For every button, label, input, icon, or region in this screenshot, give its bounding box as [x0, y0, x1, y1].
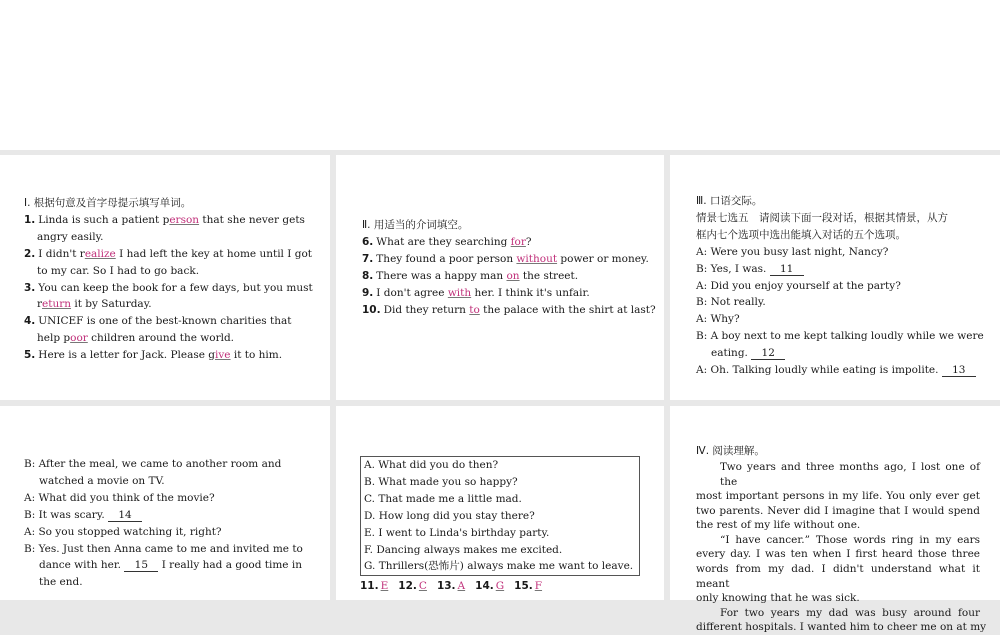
section2-item: [362, 251, 649, 268]
blank-number: 12: [751, 347, 785, 360]
dialogue-continued: [24, 456, 306, 591]
item-number: 1.: [24, 213, 36, 226]
answer-text: E: [380, 580, 389, 593]
section4-heading: Ⅳ. 阅读理解。: [696, 445, 765, 457]
option-item: C. That made me a little mad.: [364, 492, 522, 505]
answer-text: F: [534, 580, 543, 593]
passage-line: only knowing that he was sick.: [696, 592, 860, 605]
blank-number: 14: [108, 509, 142, 522]
dialogue-text: A: Were you busy last night, Nancy?: [696, 245, 889, 258]
answer-text: for: [510, 235, 526, 248]
item-text: UNICEF is one of the best-known charities that: [38, 315, 292, 328]
options-panel: [336, 406, 664, 600]
dialogue-text: B: It was scary.: [24, 508, 109, 521]
dialogue-text: A: Oh. Talking loudly while eating is impolite.: [696, 364, 942, 377]
answer-item: [514, 580, 542, 592]
item-number: 10.: [362, 303, 381, 316]
section1-item-line: [24, 330, 306, 347]
answer-text: A: [457, 580, 466, 593]
section2-item: [362, 302, 656, 319]
answer-text: eturn: [42, 298, 72, 311]
section3-instructions-line1: 情景七选五 请阅读下面一段对话，根据其情景，从方: [696, 211, 948, 224]
item-number: 3.: [24, 281, 36, 294]
item-text: There was a happy man: [376, 269, 507, 282]
section4-panel: [670, 406, 1000, 634]
answer-item: [360, 580, 388, 592]
dialogue-text: A: So you stopped watching it, right?: [24, 525, 222, 538]
section2-items: [362, 234, 656, 319]
item-text: Here is a letter for Jack. Please g: [38, 349, 216, 362]
blank-number: 11: [770, 263, 804, 276]
answer-number: 12.: [398, 580, 417, 593]
dialogue-line: [24, 507, 306, 524]
item-number: 7.: [362, 252, 374, 265]
item-text: ?: [525, 235, 532, 248]
section3-panel: [670, 155, 1000, 400]
dialogue-line: [24, 557, 306, 574]
item-text: Linda is such a patient p: [38, 213, 170, 226]
dialogue-line: [696, 261, 980, 278]
item-number: 4.: [24, 315, 36, 328]
passage-line: different hospitals. I wanted him to cheer me on at my: [696, 621, 987, 634]
dialogue-text: I really had a good time in: [158, 559, 302, 572]
item-text: it to him.: [230, 349, 283, 362]
passage-line: For two years my dad was busy around four: [720, 606, 980, 619]
item-text: the street.: [519, 269, 579, 282]
item-number: 9.: [362, 286, 374, 299]
section1-item-line: [24, 347, 306, 364]
item-text: power or money.: [557, 252, 649, 265]
passage-line: most important persons in my life. You only ever get: [696, 490, 980, 503]
answer-text: erson: [169, 213, 200, 226]
item-text: What are they searching: [376, 235, 511, 248]
item-text: help p: [37, 332, 71, 345]
blank-number: 15: [124, 559, 158, 572]
passage-line: every day. I was ten when I first heard those three: [696, 548, 980, 561]
item-text: I had left the key at home until I got: [115, 247, 313, 260]
dialogue-line: [24, 574, 306, 591]
dialogue-line: [24, 541, 306, 558]
item-text: it by Saturday.: [71, 298, 152, 311]
item-text: her. I think it's unfair.: [471, 286, 590, 299]
section2-heading: Ⅱ. 用适当的介词填空。: [362, 219, 469, 231]
section1-item-line: [24, 263, 306, 280]
passage-line: words from my dad. I didn't understand what it meant: [696, 563, 980, 590]
answer-item: [475, 580, 504, 592]
dialogue-line: [696, 328, 984, 345]
options-box: [360, 456, 640, 576]
answer-text: C: [418, 580, 427, 593]
answer-text: with: [447, 286, 472, 299]
section1-item-line: [24, 229, 306, 246]
answer-item: [398, 580, 427, 592]
answer-number: 13.: [436, 580, 456, 593]
dialogue-text: watched a movie on TV.: [39, 474, 165, 487]
section3-heading: Ⅲ. 口语交际。: [696, 195, 763, 207]
section1-item-line: [24, 313, 306, 330]
section3-instructions-line2: 框内七个选项中选出能填入对话的五个选项。: [696, 228, 906, 241]
answer-text: ealize: [84, 247, 116, 260]
dialogue-line: [696, 278, 980, 295]
item-text: the palace with the shirt at last?: [479, 303, 656, 316]
dialogue-line: [24, 524, 306, 541]
section1-item-line: [24, 280, 313, 297]
passage-line: the rest of my life without one.: [696, 519, 861, 532]
dialogue: [696, 244, 984, 379]
answer-row: [360, 578, 646, 594]
dialogue-line: [24, 473, 306, 490]
dialogue-text: B: Yes. Just then Anna came to me and invited me to: [24, 542, 303, 555]
dialogue-text: A: What did you think of the movie?: [24, 491, 215, 504]
dialogue-line: [24, 490, 306, 507]
item-text: to my car. So I had to go back.: [37, 264, 200, 277]
passage-line: Two years and three months ago, I lost one of the: [720, 460, 980, 488]
answer-text: without: [516, 252, 558, 265]
section2-panel: [336, 155, 664, 400]
answer-text: on: [506, 269, 520, 282]
answer-number: 15.: [514, 580, 533, 593]
dialogue-line: [696, 345, 980, 362]
dialogue-line: [696, 244, 980, 261]
dialogue-text: dance with her.: [39, 559, 125, 572]
item-text: that she never gets: [199, 213, 305, 226]
option-item: D. How long did you stay there?: [364, 509, 535, 522]
item-text: children around the world.: [87, 332, 235, 345]
section1-item-line: [24, 296, 306, 313]
top-blank-area: [0, 0, 1000, 150]
dialogue-text: B: After the meal, we came to another room and: [24, 458, 282, 470]
answer-number: 11.: [360, 580, 379, 593]
item-number: 2.: [24, 247, 36, 260]
answer-text: oor: [70, 332, 88, 345]
item-text: You can keep the book for a few days, but you must: [38, 281, 313, 294]
dialogue-text: A: Why?: [696, 313, 740, 326]
option-item: F. Dancing always makes me excited.: [364, 543, 563, 556]
section1-items: [24, 212, 313, 364]
dialogue-text: B: Not really.: [696, 296, 766, 309]
item-text: I don't agree: [376, 286, 448, 299]
passage-line: “I have cancer.” Those words ring in my ears: [720, 533, 980, 546]
passage-line: two parents. Never did I imagine that I would spend: [696, 504, 980, 517]
section2-item: [362, 234, 646, 251]
option-item: E. I went to Linda's birthday party.: [364, 526, 550, 539]
dialogue-text: eating.: [711, 347, 752, 360]
dialogue-line: [696, 294, 980, 311]
item-text: angry easily.: [37, 230, 104, 243]
dialogue-line: [696, 311, 980, 328]
section1-heading: Ⅰ. 根据句意及首字母提示填写单词。: [24, 197, 192, 209]
answer-text: to: [469, 303, 480, 316]
answer-item: [437, 580, 465, 592]
answer-text: ive: [215, 349, 231, 362]
answer-text: G: [495, 580, 505, 593]
section1-item-line: [24, 212, 306, 229]
option-item: G. Thrillers(恐怖片) always make me want to leave.: [364, 560, 634, 573]
item-number: 8.: [362, 269, 374, 282]
dialogue-line: [24, 456, 306, 473]
reading-passage: [696, 460, 987, 635]
section2-item: [362, 285, 646, 302]
item-number: 6.: [362, 235, 374, 248]
dialogue-text: A: Did you enjoy yourself at the party?: [696, 279, 901, 292]
option-item: A. What did you do then?: [364, 459, 499, 471]
item-number: 5.: [24, 349, 36, 362]
dialogue-text: B: Yes, I was.: [696, 262, 770, 275]
dialogue-continued-panel: [0, 406, 330, 600]
dialogue-text: the end.: [39, 576, 83, 589]
blank-number: 13: [942, 364, 976, 377]
item-text: I didn't r: [38, 247, 85, 260]
section1-item-line: [24, 246, 313, 263]
answer-number: 14.: [475, 580, 494, 593]
section2-item: [362, 268, 646, 285]
option-item: B. What made you so happy?: [364, 475, 518, 488]
section1-panel: [0, 155, 330, 400]
dialogue-line: [696, 362, 980, 379]
item-text: They found a poor person: [376, 252, 517, 265]
item-text: Did they return: [383, 303, 470, 316]
item-text: r: [37, 298, 43, 311]
dialogue-text: B: A boy next to me kept talking loudly while we were: [696, 330, 984, 343]
